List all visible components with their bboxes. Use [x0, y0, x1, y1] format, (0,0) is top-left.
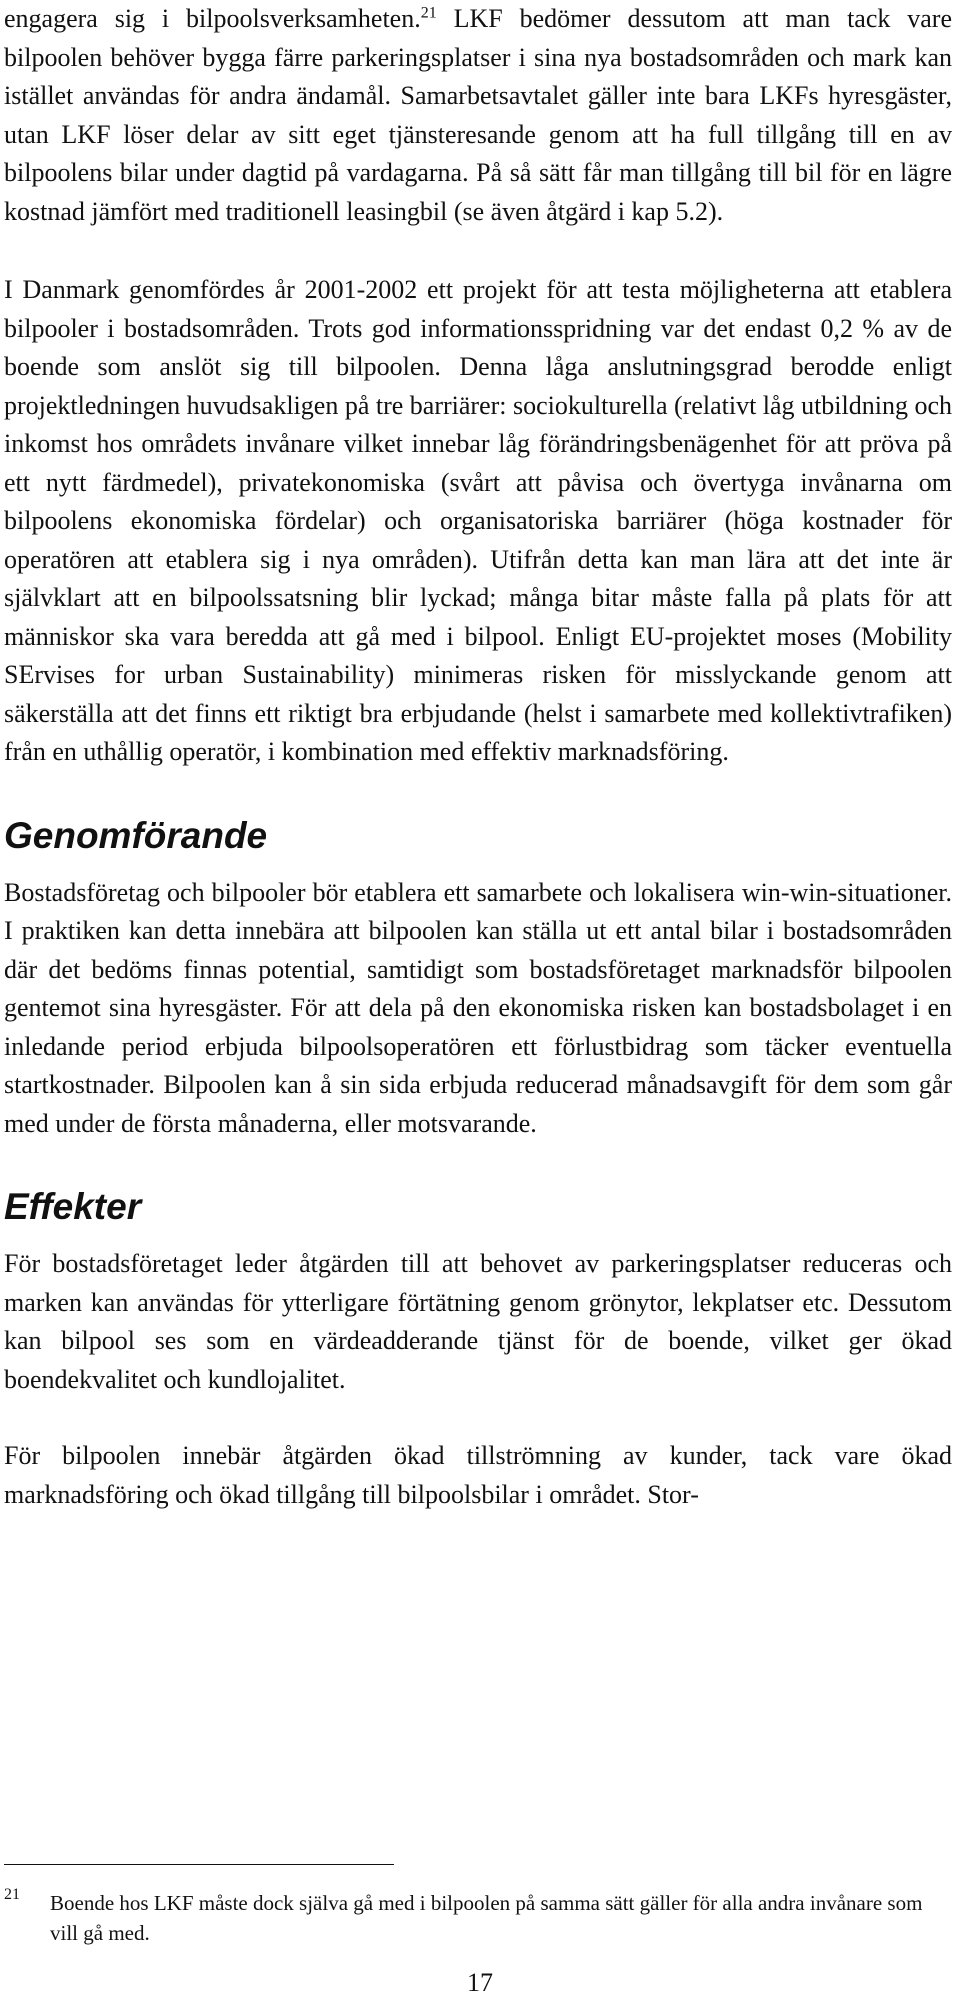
footnote-reference[interactable]: 21	[420, 4, 437, 22]
page-number: 17	[467, 1968, 493, 1997]
paragraph-lkf-rest: LKF bedömer dessutom att man tack vare bilpoolen behöver bygga färre parkeringsplatser i sina nya bostadsområden och mark kan istället användas för andra ändamål. Samarbetsavtalet gäller inte bara LKFs hyresgäster, utan LKF löser delar av sitt eget tjänsteresande genom att ha full tillgång till en av bilpoolens bilar under dagtid på vardagarna. På så sätt får man tillgång till bil för en lägre kostnad jämfört med traditionell leasingbil (se även åtgärd i kap 5.2).	[4, 4, 952, 226]
heading-effekter: Effekter	[4, 1186, 142, 1227]
footnote	[4, 1888, 948, 1948]
paragraph-lkf-start: engagera sig i bilpoolsverksamheten.	[4, 4, 421, 33]
paragraph-bilpoolen: För bilpoolen innebär åtgärden ökad tillströmning av kunder, tack vare ökad marknadsföring och ökad tillgång till bilpoolsbilar i området. Stor-	[4, 1441, 952, 1509]
paragraph-genomforande: Bostadsföretag och bilpooler bör etablera ett samarbete och lokalisera win-win-situationer. I praktiken kan detta innebära att bilpoolen kan ställa ut ett antal bilar i bostadsområden där det bedöms finnas potential, samtidigt som bostadsföretaget marknadsför bilpoolen gentemot sina hyresgäster. För att dela på den ekonomiska risken kan bostadsbolaget i en inledande period erbjuda bilpoolsoperatören ett förlustbidrag som täcker eventuella startkostnader. Bilpoolen kan å sin sida erbjuda reducerad månadsavgift för dem som går med under de första månaderna, eller motsvarande.	[4, 877, 952, 1138]
paragraph-lkf	[4, 0, 952, 231]
paragraph-denmark: I Danmark genomfördes år 2001-2002 ett projekt för att testa möjligheterna att etablera bilpooler i bostadsområden. Trots god informationsspridning var det endast 0,2 % av de boende som anslöt sig till bilpoolen. Denna låga anslutningsgrad berodde enligt projektledningen huvudsakligen på tre barriärer: sociokulturella (relativt låg utbildning och inkomst hos områdets invånare vilket innebar låg förändringsbenägenhet för att pröva på ett nytt färdmedel), privatekonomiska (svårt att påvisa och övertyga invånarna om bilpoolens ekonomiska fördelar) och organisatoriska barriärer (höga kostnader för operatören att etablera sig i nya områden). Utifrån detta kan man lära att det inte är självklart att en bilpoolssatsning blir lyckad; många bitar måste falla på plats för att människor ska vara beredda att gå med i bilpool. Enligt EU-projektet moses (Mobility SErvises for urban Sustainability) minimeras risken för misslyckande genom att säkerställa att det finns ett riktigt bra erbjudande (helst i samarbete med kollektivtrafiken) från en uthållig operatör, i kombination med effektiv marknadsföring.	[4, 275, 952, 766]
footnote-text: Boende hos LKF måste dock själva gå med i bilpoolen på samma sätt gäller för alla andra invånare som vill gå med.	[50, 1891, 923, 1945]
heading-genomforande: Genomförande	[4, 814, 268, 856]
footnote-divider	[4, 1864, 394, 1865]
paragraph-effekter: För bostadsföretaget leder åtgärden till att behovet av parkeringsplatser reduceras och marken kan användas för ytterligare förtätning genom grönytor, lekplatser etc. Dessutom kan bilpool ses som en värdeadderande tjänst för de boende, vilket ger ökad boendekvalitet och kundlojalitet.	[4, 1249, 952, 1394]
footnote-number: 21	[4, 1886, 20, 1903]
